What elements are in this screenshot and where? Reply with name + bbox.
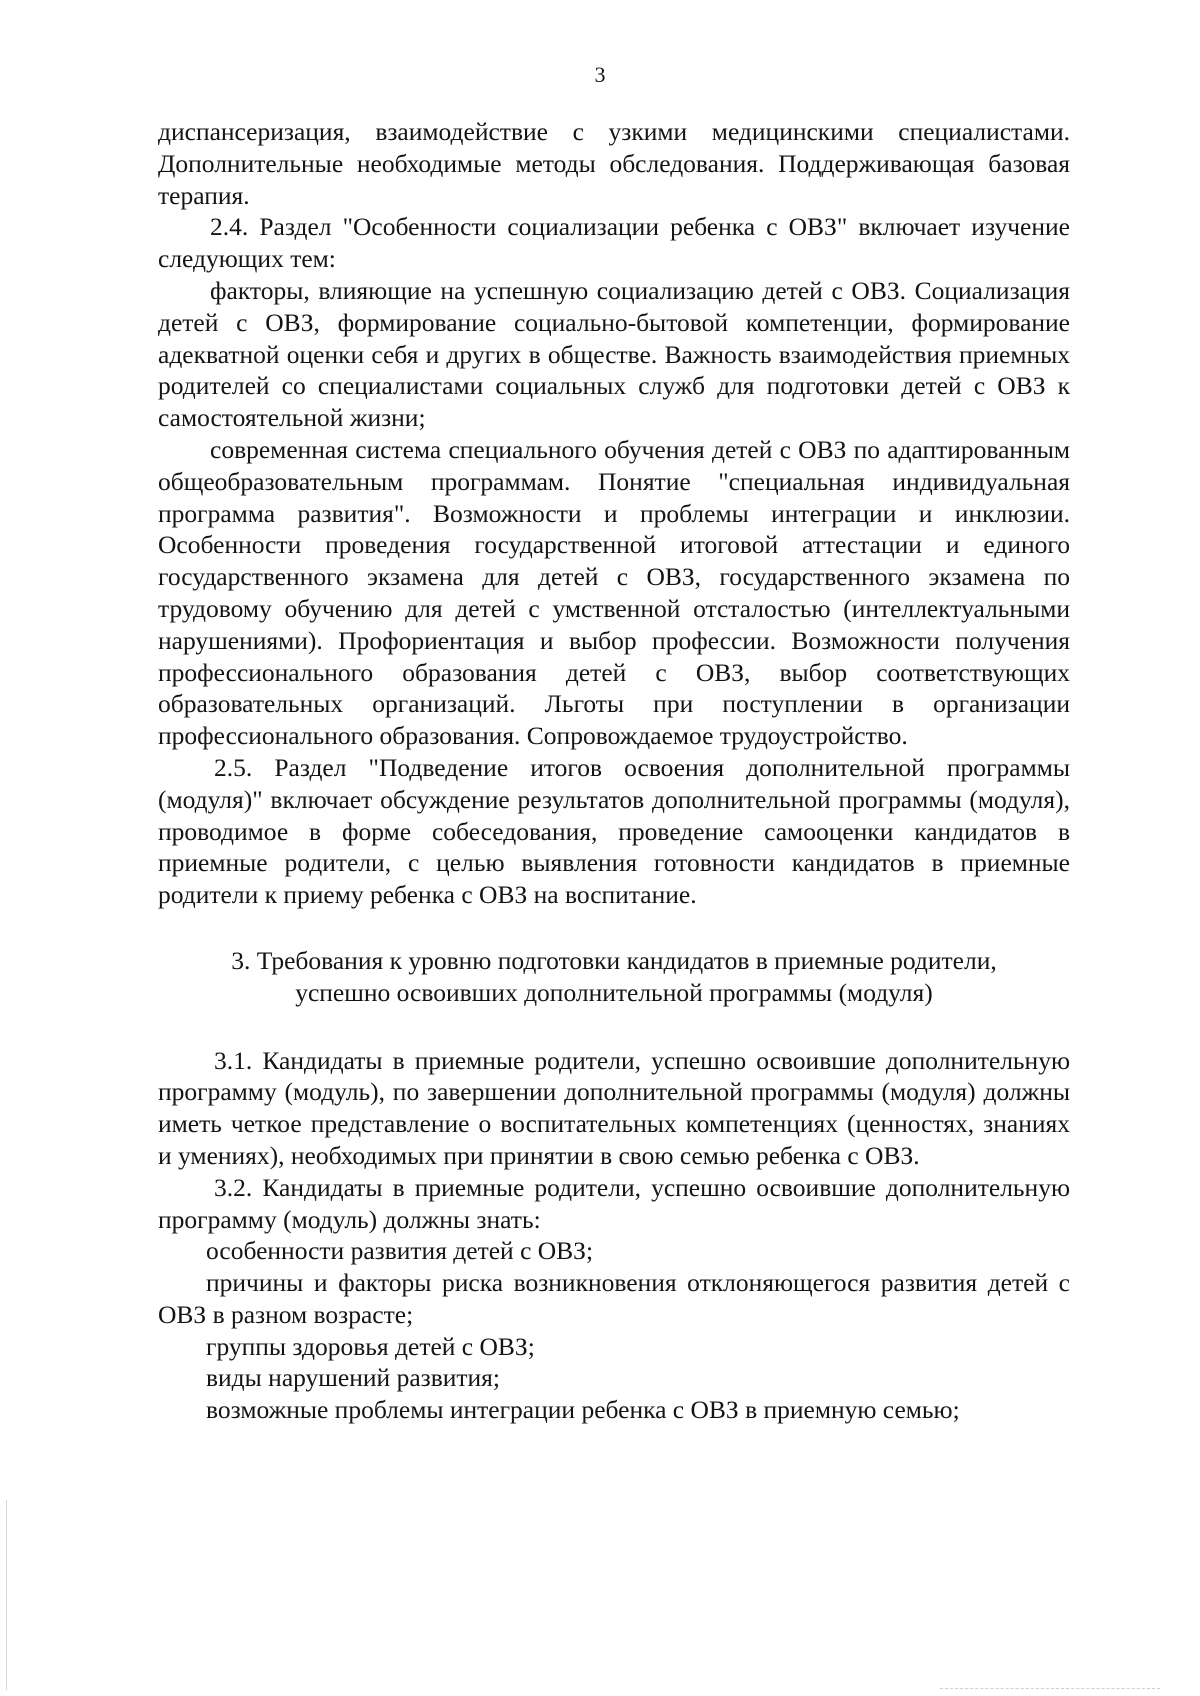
list-item: причины и факторы риска возникновения отклоняющегося развития детей с ОВЗ в разном возрасте; [158,1268,1070,1329]
paragraph-examination-therapy: диспансеризация, взаимодействие с узкими медицинскими специалистами. Дополнительные необходимые методы обследования. Поддерживающая базовая терапия. [158,117,1070,210]
knowledge-list [158,1235,1070,1426]
list-item: возможные проблемы интеграции ребенка с ОВЗ в приемную семью; [206,1395,960,1425]
scan-edge-mark [940,1688,1160,1690]
document-body [158,116,1070,1426]
list-item: особенности развития детей с ОВЗ; [206,1236,594,1266]
section-3-heading: 3. Требования к уровню подготовки кандидатов в приемные родители, успешно освоивших дополнительной программы (модуля) [231,945,997,1007]
paragraph-section-2-5: 2.5. Раздел "Подведение итогов освоения дополнительной программы (модуля)" включает обсуждение результатов дополнительной программы (модуля), проводимое в форме собеседования, проведение самооценки кандидатов в приемные родители, с целью выявления готовности кандидатов в приемные родители к приему ребенка с ОВЗ на воспитание. [158,752,1070,910]
page-number: 3 [594,62,606,87]
paragraph-education-system: современная система специального обучения детей с ОВЗ по адаптированным общеобразовательным программам. Понятие "специальная индивидуальная программа развития". Возможности и проблемы интеграции и инклюзии. Особенности проведения государственной итоговой аттестации и единого государственного экзамена для детей с ОВЗ, государственного экзамена по трудовому обучению для детей с умственной отсталостью (интеллектуальными нарушениями). Профориентация и выбор профессии. Возможности получения профессионального образования детей с ОВЗ, выбор соответствующих образовательных организаций. Льготы при поступлении в организации профессионального образования. Сопровождаемое трудоустройство. [158,434,1070,751]
list-item: группы здоровья детей с ОВЗ; [206,1331,535,1361]
paragraph-section-2-4: 2.4. Раздел "Особенности социализации ребенка с ОВЗ" включает изучение следующих тем: [158,212,1070,274]
paragraph-section-3-1: 3.1. Кандидаты в приемные родители, успешно освоившие дополнительную программу (модуль), по завершении дополнительной программы (модуля) должны иметь четкое представление о воспитательных компетенциях (ценностях, знаниях и умениях), необходимых при принятии в свою семью ребенка с ОВЗ. [158,1045,1070,1170]
paragraph-socialization-factors: факторы, влияющие на успешную социализацию детей с ОВЗ. Социализация детей с ОВЗ, формирование социально-бытовой компетенции, формирование адекватной оценки себя и других в обществе. Важность взаимодействия приемных родителей со специалистами социальных служб для подготовки детей с ОВЗ к самостоятельной жизни; [158,275,1070,433]
paragraph-section-3-2: 3.2. Кандидаты в приемные родители, успешно освоившие дополнительную программу (модуль) должны знать: [158,1172,1070,1234]
scan-edge-mark [6,1500,7,1690]
list-item: виды нарушений развития; [206,1363,500,1393]
